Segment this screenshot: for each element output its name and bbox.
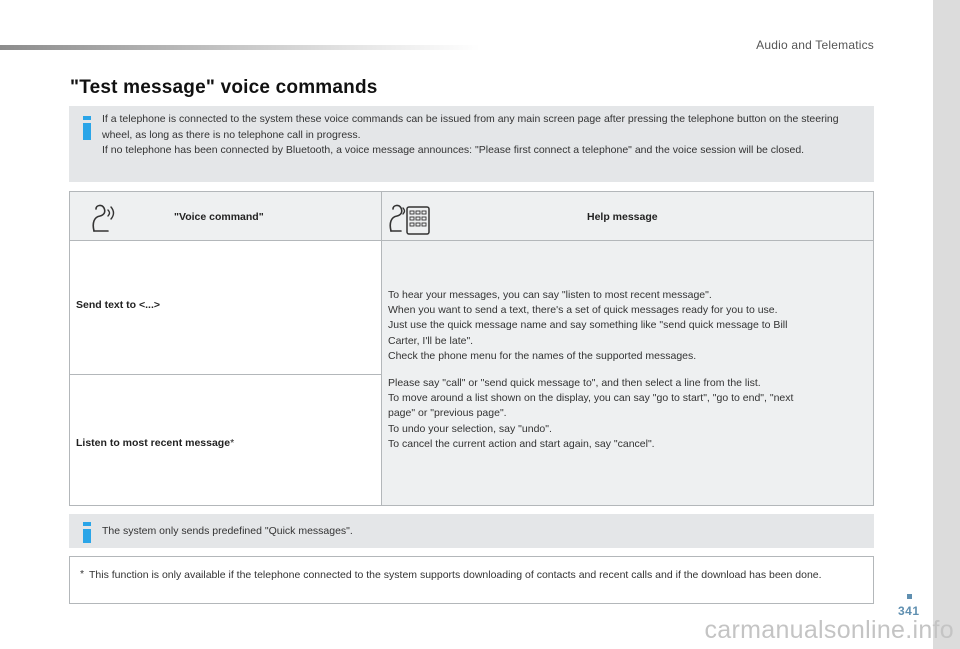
footnote-marker: * (230, 437, 235, 449)
info-box-bottom-text: The system only sends predefined "Quick messages". (102, 525, 353, 537)
info-box-top-text (102, 112, 862, 159)
table-header-command (70, 192, 382, 241)
watermark: carmanualsonline.info (704, 616, 954, 644)
info-box-top (69, 106, 874, 182)
side-tab-band (933, 0, 960, 649)
info-icon (83, 522, 91, 543)
table-row (70, 241, 382, 375)
voice-command-text: Listen to most recent message* (76, 437, 235, 449)
section-title: Audio and Telematics (756, 38, 874, 52)
page-title: "Test message" voice commands (70, 77, 378, 98)
table-header-help-label: Help message (587, 211, 658, 223)
footnote-text: This function is only available if the telephone connected to the system supports downloading of contacts and recent calls and if the download has been done. (89, 569, 822, 581)
info-icon (83, 116, 91, 140)
info-box-bottom (69, 514, 874, 548)
voice-help-icon (385, 197, 433, 237)
footnote-marker: * (80, 568, 85, 580)
page-number-marker (907, 594, 912, 599)
table-row (70, 375, 382, 505)
footnote-box (69, 556, 874, 604)
help-message-text: To hear your messages, you can say "listen to most recent message". When you want to send a text, there's a set of quick messages ready for you to use. Just use the quick message name and say something like "send quick message to Bill Carter, I'll be late". Check the phone menu for the names of the supported messages. Please say "call" or "send quick message to", and then select a line from the list. To move around a list shown on the display, you can say "go to start", "go to end", "next page" or "previous page". To undo your selection, say "undo". To cancel the current action and start again, say "cancel". (388, 289, 794, 450)
info-paragraph: If a telephone is connected to the system these voice commands can be issued from any main screen page after pressing the telephone button on the steering wheel, as long as there is no telephone call in progress. (102, 113, 839, 141)
voice-command-text: Send text to <...> (76, 299, 161, 311)
table-header-command-label: "Voice command" (174, 211, 264, 223)
table-header-help (382, 192, 873, 241)
header-decorative-rule (0, 45, 480, 50)
voice-command-icon (86, 200, 122, 234)
page-number: 341 (898, 604, 920, 618)
info-paragraph: If no telephone has been connected by Bluetooth, a voice message announces: "Please first connect a telephone" and the voice session will be closed. (102, 144, 805, 156)
voice-command-table (69, 191, 874, 506)
